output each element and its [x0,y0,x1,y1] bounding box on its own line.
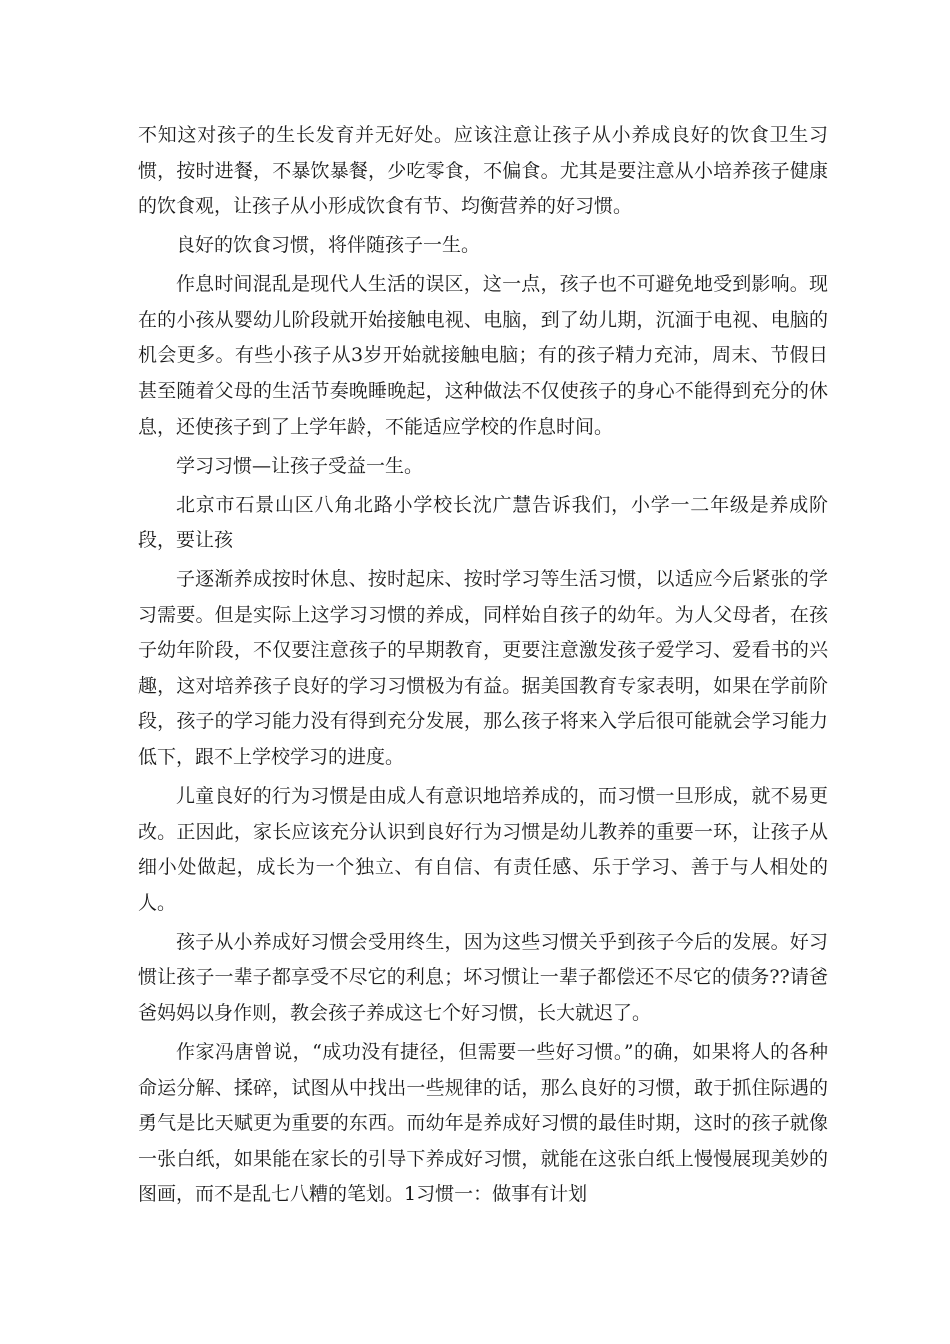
paragraph-4: 学习习惯—让孩子受益一生。 [176,454,424,477]
paragraph-8: 孩子从小养成好习惯会受用终生，因为这些习惯关乎到孩子今后的发展。好习惯让孩子一辈子都享受不尽它的利息；坏习惯让一辈子都偿还不尽它的债务??请爸爸妈妈以身作则，教会孩子养成这七个好习惯，长大就迟了。 [138,930,828,1024]
paragraph-3: 作息时间混乱是现代人生活的误区，这一点，孩子也不可避免地受到影响。现在的小孩从婴幼儿阶段就开始接触电视、电脑，到了幼儿期，沉湎于电视、电脑的机会更多。有些小孩子从3岁开始就接触电脑；有的孩子精力充沛，周末、节假日甚至随着父母的生活节奏晚睡晚起，这种做法不仅使孩子的身心不能得到充分的休息，还使孩子到了上学年龄，不能适应学校的作息时间。 [138,273,828,438]
paragraph-2: 良好的饮食习惯，将伴随孩子一生。 [176,234,481,257]
paragraph-9: 作家冯唐曾说，“成功没有捷径，但需要一些好习惯。”的确，如果将人的各种命运分解、揉碎，试图从中找出一些规律的话，那么良好的习惯，敢于抓住际遇的勇气是比天赋更为重要的东西。而幼年是养成好习惯的最佳时期，这时的孩子就像一张白纸，如果能在家长的引导下养成好习惯，就能在这张白纸上慢慢展现美妙的图画，而不是乱七八糟的笔划。1习惯一：做事有计划 [138,1040,828,1206]
paragraph-5: 北京市石景山区八角北路小学校长沈广慧告诉我们，小学一二年级是养成阶段，要让孩 [138,493,828,552]
paragraph-6: 子逐渐养成按时休息、按时起床、按时学习等生活习惯，以适应今后紧张的学习需要。但是实际上这学习习惯的养成，同样始自孩子的幼年。为人父母者，在孩子幼年阶段，不仅要注意孩子的早期教育，更要注意激发孩子爱学习、爱看书的兴趣，这对培养孩子良好的学习习惯极为有益。据美国教育专家表明，如果在学前阶段，孩子的学习能力没有得到充分发展，那么孩子将来入学后很可能就会学习能力低下，跟不上学校学习的进度。 [138,568,828,769]
document-body [138,118,828,1216]
paragraph-7: 儿童良好的行为习惯是由成人有意识地培养成的，而习惯一旦形成，就不易更改。正因此，家长应该充分认识到良好行为习惯是幼儿教养的重要一环，让孩子从细小处做起，成长为一个独立、有自信、有责任感、乐于学习、善于与人相处的人。 [138,785,828,914]
paragraph-1: 不知这对孩子的生长发育并无好处。应该注意让孩子从小养成良好的饮食卫生习惯，按时进餐，不暴饮暴餐，少吃零食，不偏食。尤其是要注意从小培养孩子健康的饮食观，让孩子从小形成饮食有节、均衡营养的好习惯。 [138,124,828,218]
